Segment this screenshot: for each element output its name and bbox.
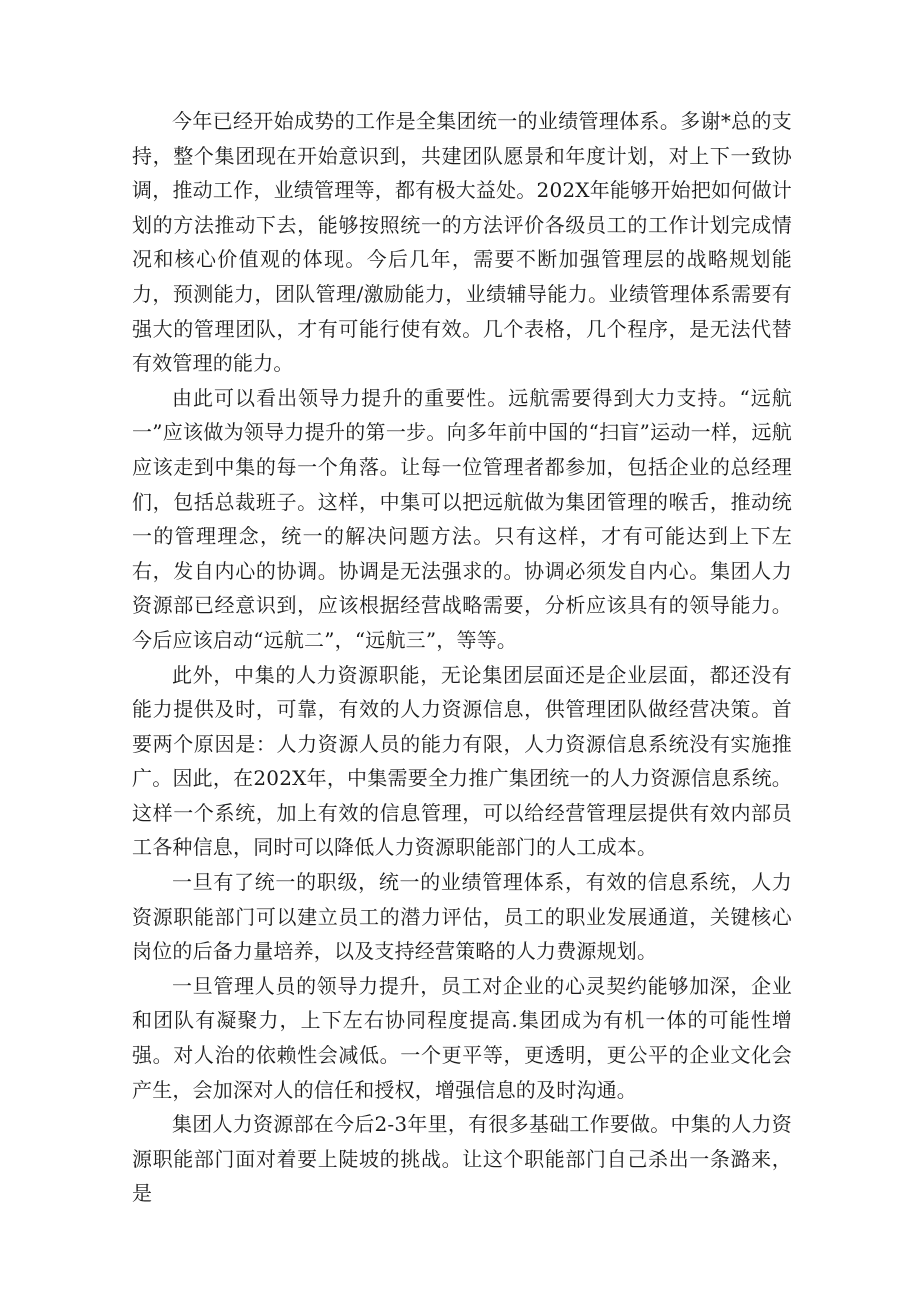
paragraph-future-work: 集团人力资源部在今后2-3年里，有很多基础工作要做。中集的人力资源职能部门面对着要上陡坡的挑战。让这个职能部门自己杀出一条潞来，是 [132, 1112, 792, 1206]
paragraph-corporate-culture: 一旦管理人员的领导力提升，员工对企业的心灵契约能够加深，企业和团队有凝聚力，上下左右协同程度提高.集团成为有机一体的可能性增强。对人治的依赖性会减低。一个更平等，更透明，更公平的企业文化会产生，会加深对人的信任和授权，增强信息的及时沟通。 [132, 973, 792, 1102]
paragraph-performance-management: 今年已经开始成势的工作是全集团统一的业绩管理体系。多谢*总的支持，整个集团现在开始意识到，共建团队愿景和年度计划，对上下一致协调，推动工作，业绩管理等，都有极大益处。202X年能够开始把如何做计划的方法推动下去，能够按照统一的方法评价各级员工的工作计划完成情况和核心价值观的体现。今后几年，需要不断加强管理层的战略规划能力，预测能力，团队管理/激励能力，业绩辅导能力。业绩管理体系需要有强大的管理团队，才有可能行使有效。几个表格，几个程序，是无法代替有效管理的能力。 [132, 109, 792, 376]
paragraph-hr-information-system: 此外，中集的人力资源职能，无论集团层面还是企业层面，都还没有能力提供及时，可靠，有效的人力资源信息，供管理团队做经营决策。首要两个原因是：人力资源人员的能力有限，人力资源信息系统没有实施推广。因此，在202X年，中集需要全力推广集团统一的人力资源信息系统。这样一个系统，加上有效的信息管理，可以给经营管理层提供有效内部员工各种信息，同时可以降低人力资源职能部门的人工成本。 [132, 662, 792, 860]
paragraph-leadership: 由此可以看出领导力提升的重要性。远航需要得到大力支持。“远航一”应该做为领导力提升的第一步。向多年前中国的“扫盲”运动一样，远航应该走到中集的每一个角落。让每一位管理者都参加，包括企业的总经理们，包括总裁班子。这样，中集可以把远航做为集团管理的喉舌，推动统一的管理理念，统一的解决问题方法。只有这样，才有可能达到上下左右，发自内心的协调。协调是无法强求的。协调必须发自内心。集团人力资源部已经意识到，应该根据经营战略需要，分析应该具有的领导能力。今后应该启动“远航二”，“远航三”，等等。 [132, 385, 792, 652]
paragraph-talent-planning: 一旦有了统一的职级，统一的业绩管理体系，有效的信息系统，人力资源职能部门可以建立员工的潜力评估，员工的职业发展通道，关键核心岗位的后备力量培养，以及支持经营策略的人力费源规划。 [132, 870, 792, 964]
document-body [132, 104, 792, 1211]
